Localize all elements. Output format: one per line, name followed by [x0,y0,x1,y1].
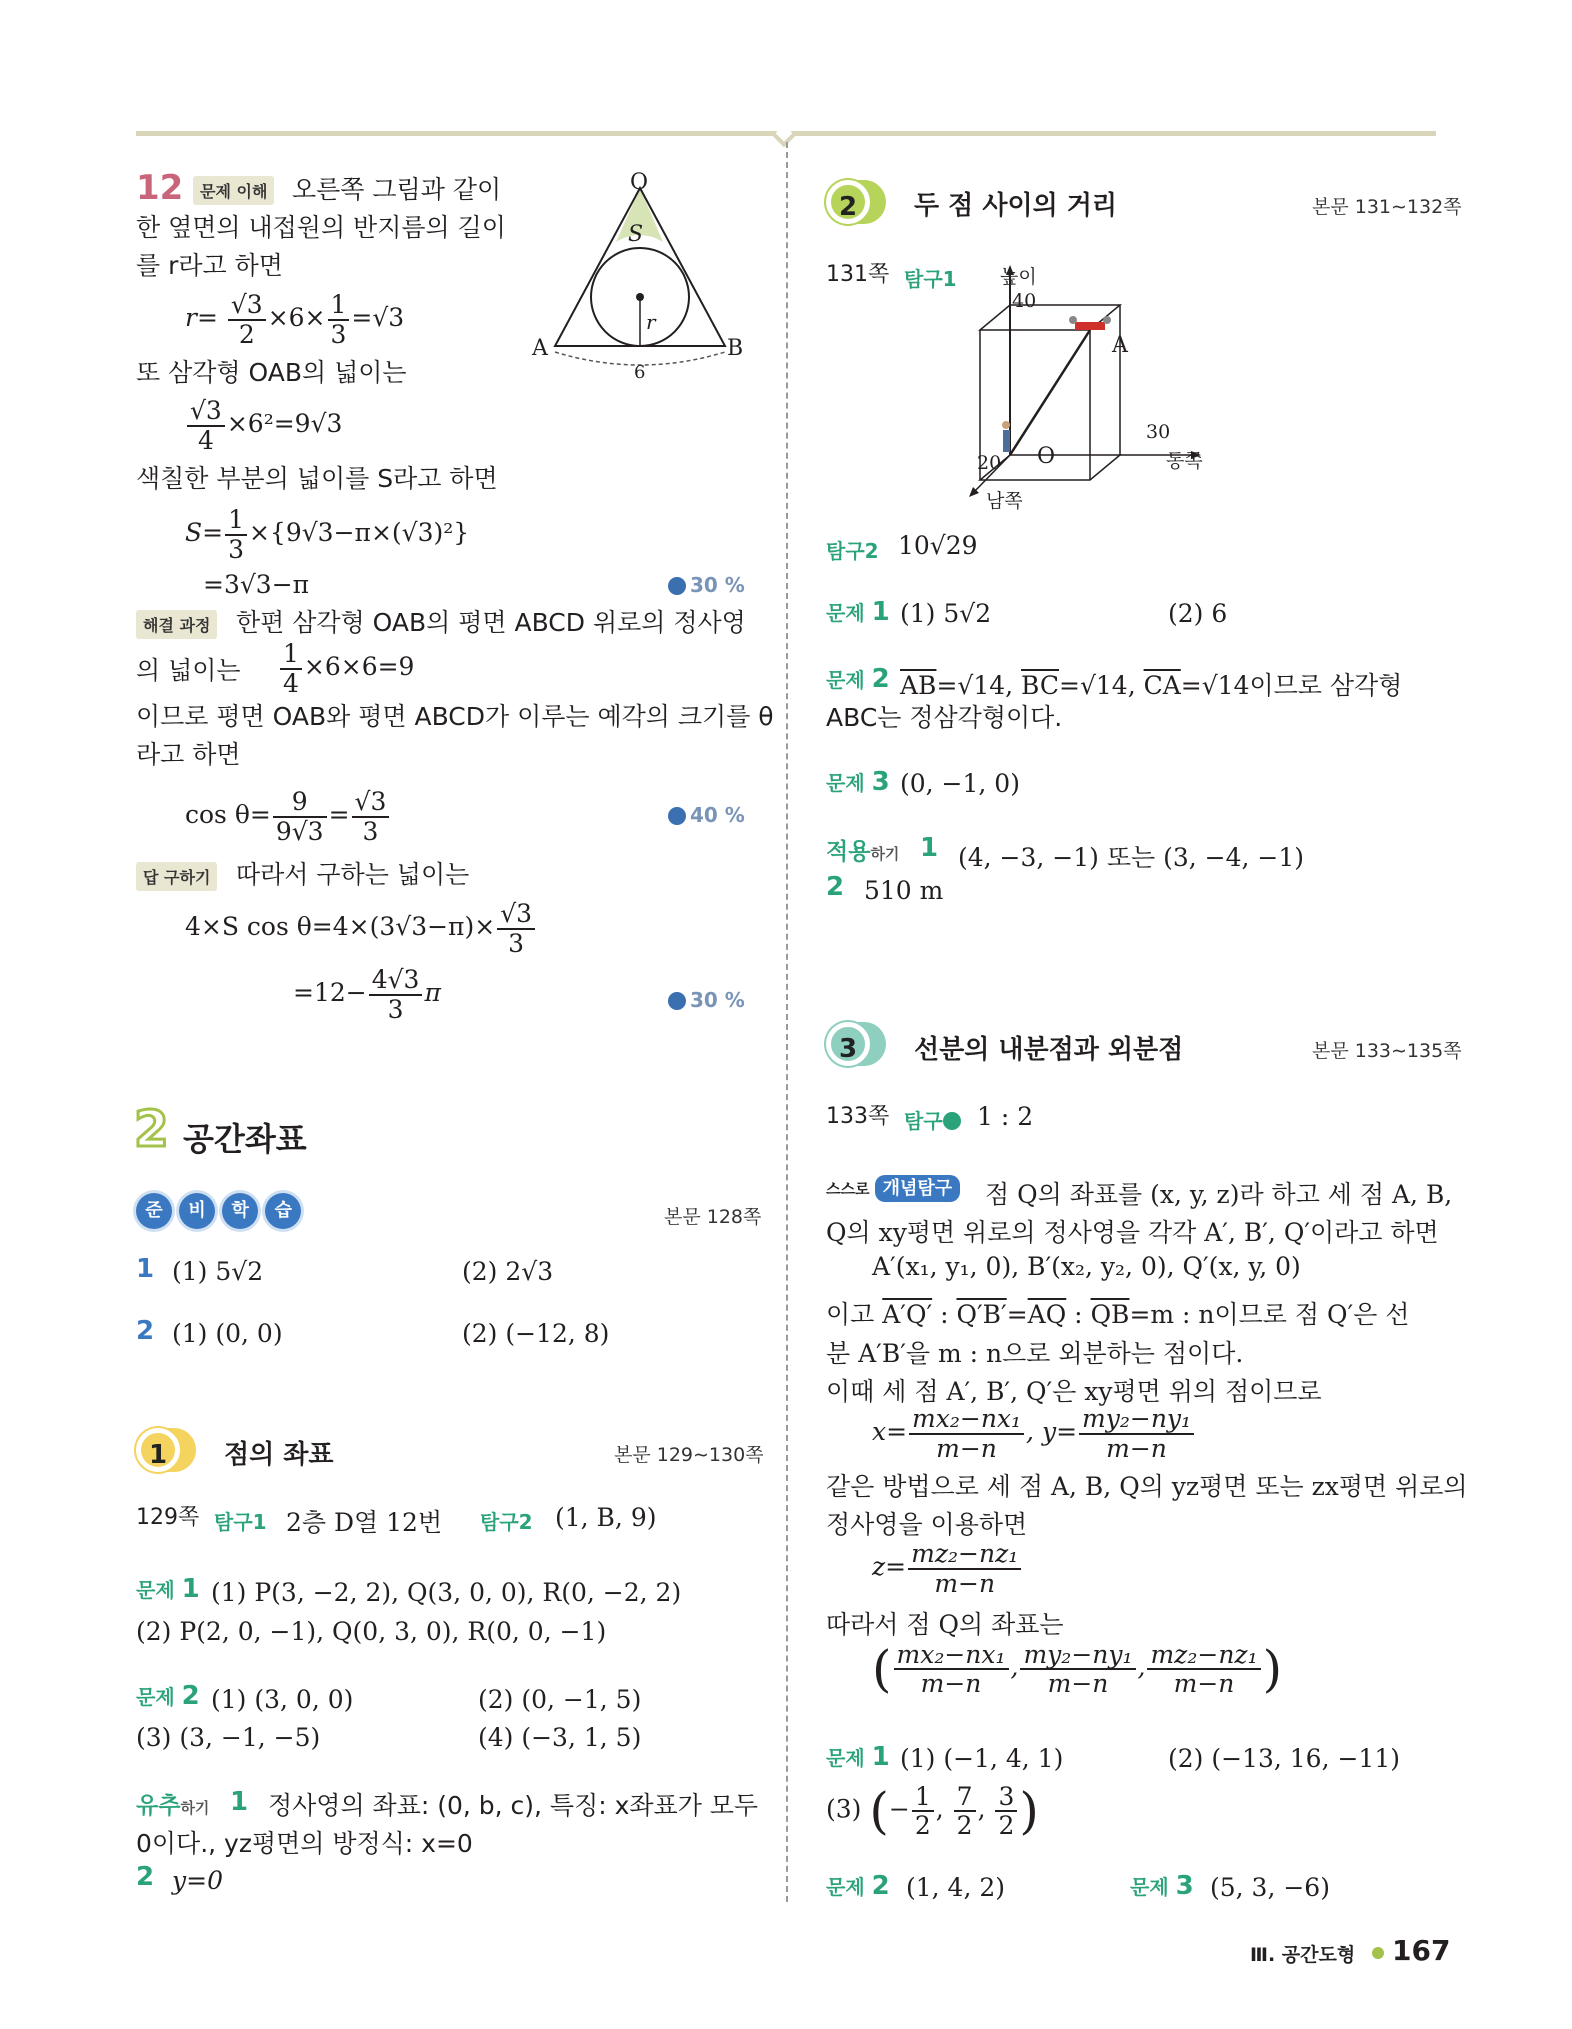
angle-text-2: 라고 하면 [136,740,241,769]
frac-sqrt3-over-3: $\frac{√3}{3}$ [497,900,535,957]
tag-label: 탐구 [826,539,865,563]
segment-aq: $\overline{AQ}$ [1027,1300,1067,1329]
answer-line-1 [185,900,537,957]
qx-fraction [894,1641,1009,1698]
z-fraction [908,1540,1021,1597]
qz-fraction [1147,1641,1260,1698]
tag-q2 [136,1681,200,1711]
footer-dot [1372,1947,1384,1959]
section-title: 두 점 사이의 거리 [914,191,1117,221]
label-east: 동쪽 [1166,450,1203,472]
q1-b: (2) (−13, 16, −11) [1168,1744,1400,1773]
answer-line-1-text: 4×S cos θ=4×(3√3−π)× [185,912,496,941]
s-lhs: S= [185,518,224,547]
label-height: 높이 [1000,266,1037,288]
inference-line-1: 정사영의 좌표: (0, b, c), 특징: x좌표가 모두 [268,1791,759,1820]
footer-chapter: Ⅲ. 공간도형 [1250,1944,1356,1966]
label-o: O [630,170,649,195]
s-rhs: ×{9√3−π×(√3)²} [248,518,470,547]
tamgu-2-answer: 10√29 [898,531,978,560]
section-number: 3 [826,1022,870,1066]
label-20: 20 [977,452,1002,474]
score-value: 30 % [690,988,745,1012]
proj-rhs: ×6×6=9 [303,652,415,681]
q1-a: (1) (−1, 4, 1) [900,1744,1064,1773]
tamgu-2-answer: (1, B, 9) [555,1503,657,1532]
label-6: 6 [634,362,646,383]
q2-c: (3) (3, −1, −5) [136,1723,321,1752]
label-s: S [628,222,644,247]
qx-numerator: mx₂−nx₁ [894,1641,1009,1671]
area-rhs: ×6²=9√3 [226,409,343,438]
tag-number: 2 [181,1681,200,1711]
qy-numerator: my₂−ny₁ [1020,1641,1135,1671]
section-title: 선분의 내분점과 외분점 [914,1035,1184,1065]
area-intro: 또 삼각형 OAB의 넓이는 [136,358,407,387]
concept-label: 개념탐구 [875,1175,961,1202]
q2-b: (2) (0, −1, 5) [478,1685,642,1714]
r-equation: r= $\frac{√3}{2}$ ×6× $\frac{1}{3}$ =√3 [185,290,405,349]
apply-answer-1: (4, −3, −1) 또는 (3, −4, −1) [958,843,1305,872]
tag-number: 1 [942,267,957,291]
proj-equation [278,640,414,697]
score-icon [668,577,686,595]
score-value: 40 % [690,803,745,827]
tag-number: 2 [871,1871,890,1901]
label-40: 40 [1012,290,1037,312]
tag-number: 1 [252,1510,267,1534]
frac-sqrt3-over-2: $\frac{√3}{2}$ [228,291,266,348]
apply-number-1: 1 [920,833,939,863]
z-numerator: mz₂−nz₁ [908,1540,1021,1570]
intro-line-1: 오른쪽 그림과 같이 [292,175,502,204]
score-icon [668,992,686,1010]
page-ref: 129쪽 [136,1505,200,1530]
tag-number: 1 [871,1742,890,1772]
frac-1-over-4: $\frac{1}{4}$ [280,640,302,697]
tag-number: 1 [181,1574,200,1604]
ratio-colon: : [1066,1300,1091,1329]
prep-answer-number: 2 [136,1316,155,1346]
x-lhs: x= [872,1417,908,1446]
concept-line-1: 점 Q의 좌표를 (x, y, z)라 하고 세 점 A, B, [985,1180,1453,1209]
y-denominator: m−n [1106,1433,1167,1463]
label-b: B [727,336,744,361]
ratio-colon: : [932,1300,957,1329]
q2-line-2: ABC는 정삼각형이다. [826,703,1063,732]
frac-9-over-9sqrt3: $\frac{9}{9√3}$ [273,788,327,845]
tag-q1 [826,1742,890,1772]
section-title: 점의 좌표 [224,1440,334,1470]
prep-char: 비 [179,1193,215,1229]
tag-number: 3 [1175,1871,1194,1901]
tag-q1 [136,1574,200,1604]
paren-close: ) [1262,1640,1283,1698]
person-icon [1003,430,1010,452]
paren-open: ( [869,1782,889,1840]
person-head [1002,421,1010,429]
tag-label: 문제 [826,771,865,795]
tag-label: 탐구 [904,267,943,291]
concept-line-2: Q의 xy평면 위로의 정사영을 각각 A′, B′, Q′이라고 하면 [826,1218,1439,1247]
frac-4sqrt3-over-3: $\frac{4√3}{3}$ [369,966,423,1023]
q1-line-1: (1) P(3, −2, 2), Q(3, 0, 0), R(0, −2, 2) [211,1578,682,1607]
concept-badge [826,1174,960,1200]
top-rule-notch [773,125,796,148]
answer-line-2-b: π [424,978,441,1007]
page-number: 167 [1392,1934,1451,1967]
segment-ab: $\overline{AB}$ [900,671,937,700]
asterisk-icon [943,1112,961,1130]
prep-char: 습 [265,1193,301,1229]
prep-answer: (2) 2√3 [462,1257,554,1286]
score-icon [668,807,686,825]
score-2 [668,803,745,827]
distance-line [1010,330,1090,455]
prep-char: 준 [136,1193,172,1229]
q1-c-label: (3) [826,1794,862,1824]
y-lhs: , y= [1026,1417,1078,1446]
r-lhs: r= [185,303,218,332]
segment-bc: $\overline{BC}$ [1021,671,1059,700]
tag-q3 [1130,1871,1194,1901]
frac-1-over-3: $\frac{1}{3}$ [225,506,247,563]
concept-line-9: 따라서 점 Q의 좌표는 [826,1610,1064,1639]
prep-ref: 본문 128쪽 [664,1206,762,1228]
inference-label [136,1787,209,1820]
inference-line-2: 0이다., yz평면의 방정식: x=0 [136,1829,473,1858]
qx-denominator: m−n [920,1669,982,1698]
tag-q2 [826,1871,890,1901]
label-south: 남쪽 [986,490,1023,512]
label-o: O [1037,444,1056,469]
frac-1-over-3: $\frac{1}{3}$ [328,291,350,348]
z-lhs: z= [872,1552,907,1581]
q2-answer: (1, 4, 2) [906,1873,1006,1902]
qy-denominator: m−n [1047,1669,1109,1698]
inference-word: 유추 [136,1793,181,1819]
cos-lhs: cos θ= [185,800,271,829]
y-fraction [1079,1405,1194,1462]
x-fraction [909,1405,1024,1462]
x-numerator: mx₂−nx₁ [909,1405,1024,1435]
apply-number-2: 2 [826,872,845,902]
q-coordinates: ( $\frac{\text{mx₂−nx₁}}{m-n}$ , $\frac{\text{my₂−ny₁}}{m-n}$ , $\frac{\text{mz₂−nz₁}}{m-n}$ ) [872,1639,1283,1698]
badge-label: 답 구하기 [136,862,217,891]
tag-number: 2 [871,664,890,694]
score-3 [668,988,745,1012]
tag-q3 [826,767,890,797]
prep-answer-number: 1 [136,1254,155,1284]
paren-open: ( [872,1640,892,1698]
q2-a: (1) (3, 0, 0) [211,1685,354,1714]
apply-suffix: 하기 [870,845,900,863]
tag-number: 2 [864,539,879,563]
column-divider [786,142,788,1902]
prep-answer: (2) (−12, 8) [462,1319,610,1348]
apply-word: 적용 [826,839,871,865]
prep-answer: (1) (0, 0) [172,1319,283,1348]
concept-line-5: 분 A′B′을 m : n으로 외분하는 점이다. [826,1339,1244,1368]
badge-label: 문제 이해 [193,176,274,205]
self-label: 스스로 [826,1180,870,1198]
z-denominator: m−n [934,1568,996,1598]
frac-3-over-2: $\frac{3}{2}$ [995,1783,1017,1840]
segment-ca-value: =√14이므로 삼각형 [1180,671,1403,700]
tag-number: 2 [518,1510,533,1534]
q1-a: (1) 5√2 [900,599,992,628]
shade-intro: 색칠한 부분의 넓이를 S라고 하면 [136,464,498,493]
label-a: A [532,336,548,361]
tag-label: 문제 [136,1685,175,1709]
intro-line-3: 를 r라고 하면 [136,251,283,280]
drone-icon [1075,322,1105,330]
section-ref: 본문 133∼135쪽 [1312,1040,1462,1062]
badge-understand [193,176,274,205]
drone-rotor [1069,316,1077,324]
concept-line-3: A′(x₁, y₁, 0), B′(x₂, y₂, 0), Q′(x, y, 0) [872,1252,1301,1281]
qz-denominator: m−n [1173,1669,1235,1698]
line4-post: =m : n이므로 점 Q′은 선 [1129,1300,1410,1329]
tag-label: 탐구 [214,1510,253,1534]
tag-tamgu-1 [214,1506,267,1535]
inference-suffix: 하기 [180,1799,210,1817]
tag-label: 문제 [826,1746,865,1770]
concept-line-8: 정사영을 이용하면 [826,1510,1028,1539]
inference-answer-2: y=0 [172,1866,223,1895]
score-value: 30 % [690,573,745,597]
segment-bc-value: =√14, [1059,671,1144,700]
section-ref: 본문 131∼132쪽 [1312,196,1462,218]
paren-close: ) [1019,1782,1039,1840]
chapter-title: 공간좌표 [183,1120,307,1158]
apply-label [826,833,899,866]
s-equation [185,506,469,563]
badge-label: 해결 과정 [136,610,217,639]
proj-intro: 한편 삼각형 OAB의 평면 ABCD 위로의 정사영 [236,608,746,637]
q3-answer: (5, 3, −6) [1210,1873,1330,1902]
y-numerator: my₂−ny₁ [1079,1405,1194,1435]
drone-rotor [1103,316,1111,324]
score-1 [668,573,745,597]
tag-tamgu-2 [826,535,879,564]
segment-a-q: A′Q′ [882,1300,933,1329]
cos-equation: cos θ= $\frac{9}{9√3}$ = $\frac{√3}{3}$ [185,788,391,845]
q3-answer: (0, −1, 0) [900,769,1020,798]
page-ref: 133쪽 [826,1104,890,1129]
r-rhs: =√3 [351,303,405,332]
section-number: 2 [826,180,870,224]
badge-process [136,610,217,639]
area-equation [185,397,342,454]
label-a: A [1112,333,1128,358]
tag-tamgu-2 [480,1506,533,1535]
frac-1-over-2: $\frac{1}{2}$ [912,1783,934,1840]
tag-label: 문제 [826,668,865,692]
concept-line-4 [826,1295,1409,1331]
concept-line-7: 같은 방법으로 세 점 A, B, Q의 yz평면 또는 zx평면 위로의 [826,1472,1468,1501]
q2-line-1 [900,666,1402,702]
s-line-2: =3√3−π [203,570,310,599]
tamgu-answer: 1 : 2 [977,1102,1034,1131]
apply-answer-2: 510 m [864,876,944,905]
tag-label: 문제 [1130,1875,1169,1899]
prep-badge-row [136,1193,303,1229]
intro-line-2: 한 옆면의 내접원의 반지름의 길이 [136,213,506,242]
tag-label: 탐구 [904,1109,943,1133]
frac-7-over-2: $\frac{7}{2}$ [954,1783,976,1840]
tag-tamgu [904,1105,961,1134]
chapter-number: 2 [134,1100,169,1158]
concept-line-6: 이때 세 점 A′, B′, Q′은 xy평면 위의 점이므로 [826,1377,1322,1406]
tag-label: 문제 [136,1578,175,1602]
ratio-equals: = [1006,1300,1028,1329]
frac-sqrt3-over-4: $\frac{√3}{4}$ [187,397,225,454]
tag-q1 [826,597,890,627]
q2-d: (4) (−3, 1, 5) [478,1723,642,1752]
problem-number: 12 [136,168,184,208]
badge-answer [136,862,217,891]
answer-line-2-a: =12− [293,978,367,1007]
x-denominator: m−n [936,1433,997,1463]
tamgu-1-answer: 2층 D열 12번 [286,1508,443,1537]
line4-pre: 이고 [826,1300,883,1329]
segment-ab-value: =√14, [936,671,1022,700]
inference-number-1: 1 [230,1787,249,1817]
z-formula [872,1540,1023,1597]
frac-sqrt3-over-3: $\frac{√3}{3}$ [352,788,390,845]
qy-fraction [1020,1641,1135,1698]
segment-ca: $\overline{CA}$ [1143,671,1181,700]
tag-label: 문제 [826,1875,865,1899]
tag-number: 1 [871,597,890,627]
qz-numerator: mz₂−nz₁ [1147,1641,1260,1671]
tag-q2 [826,664,890,694]
q1-c: (3) (− $\frac{1}{2}$ , $\frac{7}{2}$ , $\frac{3}{2}$ ) [826,1781,1039,1840]
proj-lhs: 의 넓이는 [136,656,241,685]
xy-formula [872,1405,1196,1462]
prep-char: 학 [222,1193,258,1229]
q1-line-2: (2) P(2, 0, −1), Q(0, 3, 0), R(0, 0, −1) [136,1617,607,1646]
label-30: 30 [1146,421,1171,443]
inference-number-2: 2 [136,1862,155,1892]
section-ref: 본문 129∼130쪽 [614,1444,764,1466]
answer-intro: 따라서 구하는 넓이는 [236,860,470,889]
angle-text-1: 이므로 평면 OAB와 평면 ABCD가 이루는 예각의 크기를 θ [136,702,774,731]
segment-qb: $\overline{QB}$ [1090,1300,1130,1329]
label-r: r [646,310,656,334]
answer-line-2 [293,966,441,1023]
segment-q-b: Q′B′ [956,1300,1007,1329]
tag-tamgu-1 [904,263,957,292]
section-number: 1 [136,1428,180,1472]
tag-number: 3 [871,767,890,797]
q1-b: (2) 6 [1168,599,1228,628]
tag-label: 문제 [826,601,865,625]
page-ref: 131쪽 [826,262,890,287]
prep-answer: (1) 5√2 [172,1257,264,1286]
tag-label: 탐구 [480,1510,519,1534]
